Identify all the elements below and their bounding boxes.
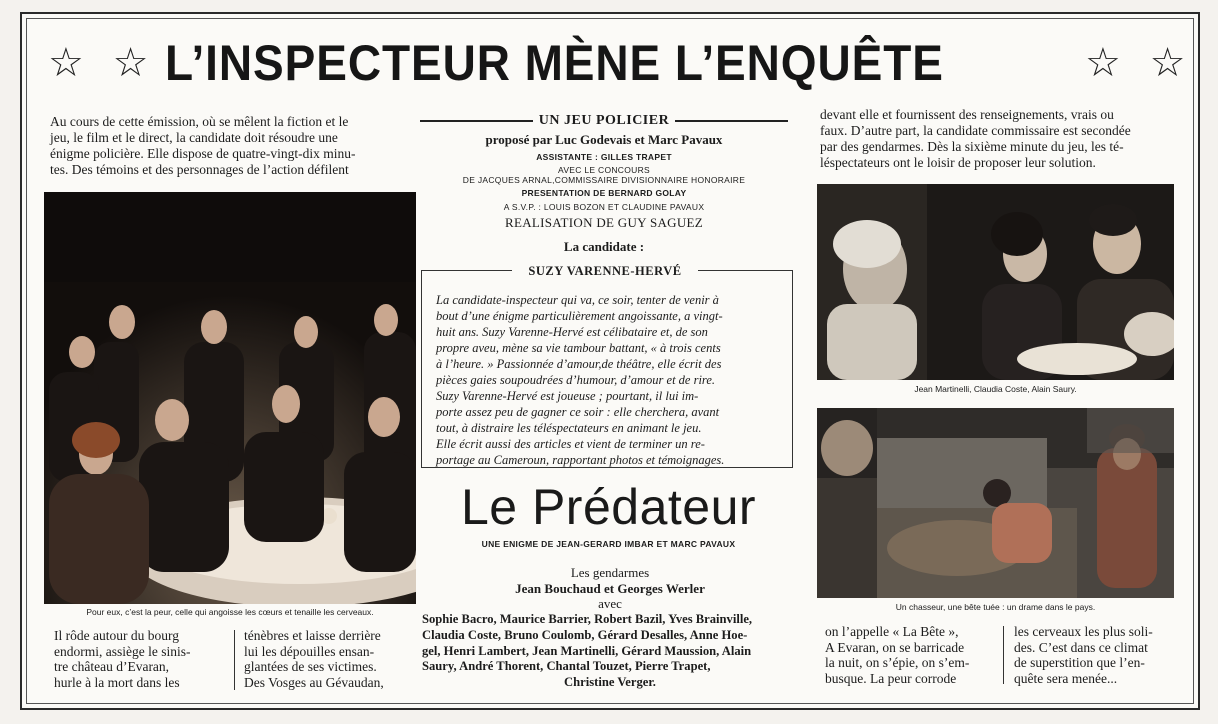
bottom-line: on l’appelle « La Bête », bbox=[825, 624, 959, 639]
intro-line: jeu, le film et le direct, la candidate doit résoudre une bbox=[50, 130, 338, 145]
film-title: Le Prédateur bbox=[460, 479, 757, 535]
bottom-line: les cerveaux les plus soli- bbox=[1014, 624, 1153, 639]
bottom-line: busque. La peur corrode bbox=[825, 670, 957, 686]
cast-line: gel, Henri Lambert, Jean Martinelli, Gérard Maussion, Alain bbox=[422, 643, 752, 658]
candidate-line: pièces gaies soupoudrées d’humour, d’amour et de rire. bbox=[436, 373, 716, 387]
bottom-column-4 bbox=[1014, 624, 1176, 686]
cast-line: Sophie Bacro, Maurice Barrier, Robert Bazil, Yves Brainville, bbox=[422, 612, 753, 626]
right-intro-line: faux. D’autre part, la candidate commissaire est secondée bbox=[820, 123, 1131, 138]
right-intro-line: léspectateurs ont le loisir de proposer leur solution. bbox=[820, 155, 1096, 170]
gendarmes-names: Jean Bouchaud et Georges Werler bbox=[515, 580, 705, 596]
article-title: L’INSPECTEUR MÈNE L’ENQUÊTE bbox=[165, 35, 944, 91]
right-bottom-photo-caption: Un chasseur, une bête tuée : un drame dans le pays. bbox=[895, 602, 1096, 612]
game-type-label: UN JEU POLICIER bbox=[538, 113, 670, 128]
bottom-line: Des Vosges au Gévaudan, bbox=[244, 674, 384, 690]
bottom-column-2 bbox=[244, 628, 409, 690]
candidate-line: tout, à distraire les téléspectateurs en animant le jeu. bbox=[436, 421, 702, 435]
candidate-line: Elle écrit aussi des articles et vient de terminer un re- bbox=[436, 437, 705, 451]
candidate-description bbox=[436, 292, 778, 468]
candidate-line: porte assez peu de gagner ce soir : elle cherchera, avant bbox=[436, 405, 720, 419]
assistant-credit: ASSISTANTE : GILLES TRAPET bbox=[536, 152, 672, 162]
bottom-line: endormi, assiège le sinis- bbox=[54, 643, 191, 659]
candidate-label: La candidate : bbox=[563, 239, 645, 254]
dinner-scene-photo bbox=[817, 184, 1174, 380]
cast-block bbox=[420, 565, 800, 612]
bottom-line: ténèbres et laisse derrière bbox=[244, 628, 381, 643]
intro-line: énigme policière. Elle dispose de quatre-vingt-dix minu- bbox=[50, 146, 356, 161]
bottom-line: la nuit, on s’épie, on s’em- bbox=[825, 655, 970, 670]
bottom-column-3 bbox=[825, 624, 995, 686]
intro-paragraph bbox=[50, 114, 407, 178]
left-photo-caption: Pour eux, c’est la peur, celle qui angoisse les cœurs et tenaille les cerveaux. bbox=[86, 607, 374, 617]
candidate-line: Suzy Varenne-Hervé est joueuse ; pourtant, il lui im- bbox=[436, 389, 699, 403]
cast-group-photo bbox=[44, 192, 416, 604]
intro-line: tes. Des témoins et des personnages de l’action défilent bbox=[50, 162, 349, 177]
gendarmes-label: Les gendarmes bbox=[570, 565, 650, 580]
cast-line: Christine Verger. bbox=[564, 675, 656, 690]
game-type-heading bbox=[420, 113, 788, 129]
bottom-line: des. C’est dans ce climat bbox=[1014, 639, 1148, 655]
candidate-line: portage au Cameroun, rapportant photos et témoignages. bbox=[436, 453, 725, 467]
candidate-name: SUZY VARENNE-HERVÉ bbox=[528, 264, 682, 278]
cast-list bbox=[422, 612, 798, 691]
column-divider bbox=[1003, 626, 1004, 684]
bottom-line: Il rôde autour du bourg bbox=[54, 628, 179, 643]
candidate-line: propre aveu, mène sa vie tambour battant, « à trois cents bbox=[436, 341, 721, 355]
proposed-by: proposé par Luc Godevais et Marc Pavaux bbox=[485, 132, 723, 147]
rule-line bbox=[675, 120, 788, 122]
bottom-line: de superstition que l’en- bbox=[1014, 655, 1145, 670]
right-top-photo-caption: Jean Martinelli, Claudia Coste, Alain Saury. bbox=[914, 384, 1077, 394]
right-intro-paragraph bbox=[820, 107, 1176, 171]
bottom-column-1 bbox=[54, 628, 224, 690]
hunter-scene-photo bbox=[817, 408, 1174, 598]
candidate-line: bout d’une énigme particulièrement angoissante, a vingt- bbox=[436, 309, 723, 323]
candidate-line: à l’heure. » Passionnée d’amour,de théâtre, elle écrit des bbox=[436, 357, 722, 371]
avec-label: avec bbox=[598, 596, 622, 611]
realisation-credit: REALISATION DE GUY SAGUEZ bbox=[504, 215, 704, 230]
bottom-line: quête sera menée... bbox=[1014, 670, 1118, 686]
bottom-line: tre château d’Evaran, bbox=[54, 659, 170, 674]
with-help-credit: AVEC LE CONCOURS bbox=[557, 165, 651, 175]
candidate-line: La candidate-inspecteur qui va, ce soir, tenter de venir à bbox=[436, 293, 719, 307]
bottom-line: A Evaran, on se barricade bbox=[825, 639, 965, 655]
candidate-line: huit ans. Suzy Varenne-Hervé est célibataire et, de son bbox=[436, 325, 708, 339]
right-intro-line: devant elle et fournissent des renseignements, vrais ou bbox=[820, 107, 1114, 122]
right-intro-line: par des gendarmes. Dès la sixième minute du jeu, les té- bbox=[820, 139, 1124, 154]
cast-line: Saury, André Thorent, Chantal Touzet, Pierre Trapet, bbox=[422, 659, 711, 674]
rule-line bbox=[420, 120, 533, 122]
column-divider bbox=[234, 630, 235, 690]
bottom-line: hurle à la mort dans les bbox=[54, 674, 180, 690]
asvp-credit: A S.V.P. : LOUIS BOZON ET CLAUDINE PAVAUX bbox=[503, 202, 705, 212]
film-subtitle: UNE ENIGME DE JEAN-GERARD IMBAR ET MARC PAVAUX bbox=[481, 539, 736, 549]
stars-right-icon: ☆ ☆ bbox=[1085, 40, 1194, 86]
bottom-line: lui les dépouilles ensan- bbox=[244, 643, 375, 659]
cast-line: Claudia Coste, Bruno Coulomb, Gérard Desalles, Anne Hoe- bbox=[422, 627, 748, 642]
stars-left-icon: ☆ ☆ bbox=[48, 40, 157, 86]
intro-line: Au cours de cette émission, où se mêlent la fiction et le bbox=[50, 114, 349, 129]
bottom-line: glantées de ses victimes. bbox=[244, 659, 377, 674]
credits-block bbox=[420, 113, 788, 255]
commissioner-credit: DE JACQUES ARNAL,COMMISSAIRE DIVISIONNAIRE HONORAIRE bbox=[462, 175, 746, 185]
presentation-credit: PRESENTATION DE BERNARD GOLAY bbox=[521, 188, 687, 198]
